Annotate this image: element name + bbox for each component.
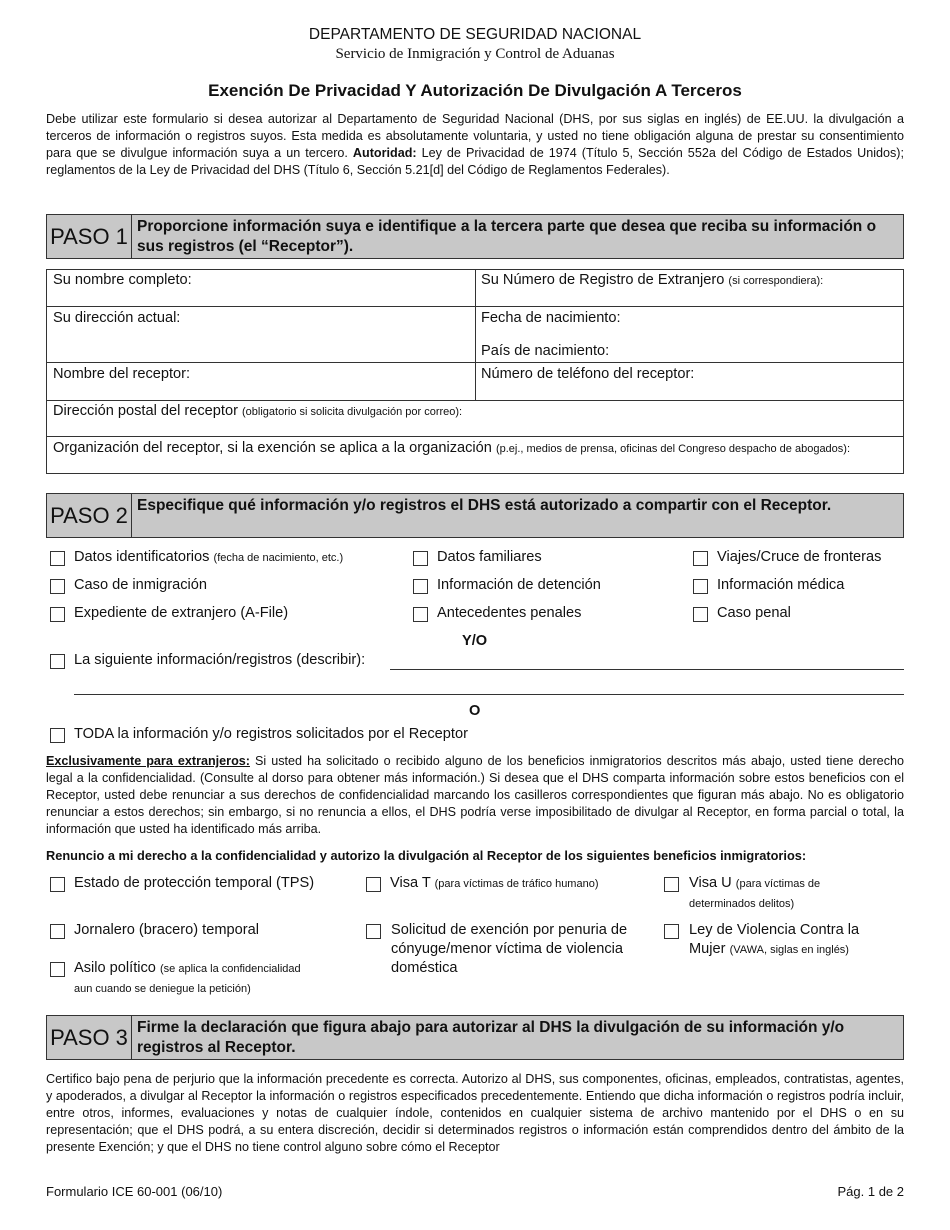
vawa-label xyxy=(689,921,859,960)
recipient-org-field[interactable] xyxy=(53,440,850,456)
criminal-case-checkbox[interactable] xyxy=(693,607,708,622)
criminal-case-label: Caso penal xyxy=(717,605,791,621)
farmworker-label: Jornalero (bracero) temporal xyxy=(74,922,259,938)
visa-t-note: (para víctimas de tráfico humano) xyxy=(434,878,599,890)
visa-t-text: Visa T xyxy=(390,875,431,891)
step2-title: Especifique qué información y/o registros el DHS está autorizado a compartir con el Receptor. xyxy=(137,497,832,514)
a-file-label: Expediente de extranjero (A-File) xyxy=(74,605,289,621)
recipient-mail-label: Dirección postal del receptor xyxy=(53,403,238,419)
aliens-paragraph xyxy=(46,753,904,838)
step1-header xyxy=(46,214,904,259)
visa-t-checkbox[interactable] xyxy=(366,877,381,892)
immigration-case-checkbox[interactable] xyxy=(50,579,65,594)
medical-label: Información médica xyxy=(717,577,845,593)
asylum-note-1: (se aplica la confidencialidad xyxy=(160,963,301,975)
step3-title: Firme la declaración que figura abajo para autorizar al DHS la divulgación de su información y/o registros al Receptor. xyxy=(137,1019,845,1056)
step3-header xyxy=(46,1015,904,1060)
tps-label: Estado de protección temporal (TPS) xyxy=(74,875,315,891)
asylum-checkbox[interactable] xyxy=(50,962,65,977)
visa-u-label xyxy=(689,874,889,913)
medical-checkbox[interactable] xyxy=(693,579,708,594)
form-title: Exención De Privacidad Y Autorización De Divulgación A Terceros xyxy=(208,81,742,100)
detention-checkbox[interactable] xyxy=(413,579,428,594)
describe-input-line-2[interactable] xyxy=(74,694,904,695)
visa-u-text: Visa U xyxy=(689,875,732,891)
visa-t-label xyxy=(390,874,599,894)
step1-title: Proporcione información suya e identifique a la tercera parte que desea que reciba su información o sus registros (el “Receptor”). xyxy=(137,218,877,255)
alien-number-note: (si correspondiera): xyxy=(728,275,824,287)
travel-label: Viajes/Cruce de fronteras xyxy=(717,549,882,565)
alien-number-field[interactable] xyxy=(481,272,823,288)
step3-paragraph: Certifico bajo pena de perjurio que la información precedente es correcta. Autorizo al DHS, sus componentes, oficinas, empleados, contratistas, agentes, y apoderados, a divulgar al Receptor la información o registros especificados precedentemente. Entiendo que dicha información o registros podría incluir, entre otros, informes, evaluaciones y notas de cualquier índole, contenidos en cualquier sistema de archivo mantenido por el DHS o en su representación; que el DHS podrá, a su entera discreción, decidir si determinados registros o información están comprendidos dentro del ámbito de la presente Exención; y que el DHS no tiene control alguno sobre cómo el Receptor xyxy=(46,1072,904,1154)
or-separator: O xyxy=(469,703,481,719)
asylum-note-2: aun cuando se deniegue la petición) xyxy=(74,983,251,995)
asylum-label xyxy=(74,959,301,998)
recipient-name-field[interactable]: Nombre del receptor: xyxy=(53,366,191,382)
spouse-line-2: cónyuge/menor víctima de violencia xyxy=(391,941,623,957)
travel-checkbox[interactable] xyxy=(693,551,708,566)
vawa-note: (VAWA, siglas en inglés) xyxy=(729,944,849,956)
birth-date-field[interactable]: Fecha de nacimiento: xyxy=(481,310,621,326)
identifying-note: (fecha de nacimiento, etc.) xyxy=(213,552,344,564)
describe-input-line-1[interactable] xyxy=(390,669,904,670)
aliens-text: Si usted ha solicitado o recibido alguno de los beneficios inmigratorios descritos más abajo, usted tiene derecho legal a la confidencialidad. (Consulte al dorso para obtener más información.) Si desea que el DHS comparta información sobre estos beneficios con el Receptor, usted debe renunciar a sus derechos de confidencialidad marcando los casilleros correspondientes que figuran más abajo. No es obligatorio renunciar a estos derechos; sin embargo, si no renuncia a ellos, el DHS podría verse imposibilitado de divulgar al Receptor, en forma parcial o total, la información que usted ha identificado más arriba. xyxy=(46,754,904,836)
criminal-history-label: Antecedentes penales xyxy=(437,605,582,621)
and-or-separator: Y/O xyxy=(462,633,488,649)
current-address-field[interactable]: Su dirección actual: xyxy=(53,310,181,326)
step1-label: PASO 1 xyxy=(47,215,132,258)
all-info-label: TODA la información y/o registros solicitados por el Receptor xyxy=(74,726,468,742)
recipient-org-note: (p.ej., medios de prensa, oficinas del Congreso despacho de abogados): xyxy=(495,443,851,455)
detention-label: Información de detención xyxy=(437,577,601,593)
alien-number-label: Su Número de Registro de Extranjero xyxy=(481,272,725,288)
immigration-case-label: Caso de inmigración xyxy=(74,577,208,593)
step3-label: PASO 3 xyxy=(47,1016,132,1059)
form-id: Formulario ICE 60-001 (06/10) xyxy=(46,1184,223,1199)
vawa-line-1: Ley de Violencia Contra la xyxy=(689,922,860,938)
recipient-org-label: Organización del receptor, si la exención se aplica a la organización xyxy=(53,440,492,456)
page-number: Pág. 1 de 2 xyxy=(837,1184,904,1199)
identifying-text: Datos identificatorios xyxy=(74,549,210,565)
criminal-history-checkbox[interactable] xyxy=(413,607,428,622)
recipient-phone-field[interactable]: Número de teléfono del receptor: xyxy=(481,366,695,382)
farmworker-checkbox[interactable] xyxy=(50,924,65,939)
recipient-mail-note: (obligatorio si solicita divulgación por correo): xyxy=(242,406,463,418)
family-checkbox[interactable] xyxy=(413,551,428,566)
recipient-mail-field[interactable] xyxy=(53,403,462,419)
visa-u-note-2: determinados delitos) xyxy=(689,898,795,910)
spouse-hardship-checkbox[interactable] xyxy=(366,924,381,939)
describe-label: La siguiente información/registros (describir): xyxy=(74,652,366,668)
department-name: DEPARTAMENTO DE SEGURIDAD NACIONAL xyxy=(308,26,642,43)
vawa-checkbox[interactable] xyxy=(664,924,679,939)
visa-u-note-1: (para víctimas de xyxy=(735,878,821,890)
service-name: Servicio de Inmigración y Control de Aduanas xyxy=(335,46,615,62)
vawa-line-2: Mujer xyxy=(689,941,726,957)
waiver-heading: Renuncio a mi derecho a la confidencialidad y autorizo la divulgación al Receptor de los siguientes beneficios inmigratorios: xyxy=(46,848,807,863)
intro-text: Debe utilizar este formulario si desea autorizar al Departamento de Seguridad Nacional (DHS, por sus siglas en inglés) de EE.UU. la divulgación a terceros de información o registros suyos. Esta medida es absolutamente voluntaria, y usted no tiene obligación alguna de prestar su consentimiento para que se divulgue información suya a un tercero. xyxy=(46,112,904,160)
a-file-checkbox[interactable] xyxy=(50,607,65,622)
spouse-hardship-label xyxy=(391,921,627,978)
full-name-field[interactable]: Su nombre completo: xyxy=(53,272,192,288)
visa-u-checkbox[interactable] xyxy=(664,877,679,892)
family-label: Datos familiares xyxy=(437,549,542,565)
all-info-checkbox[interactable] xyxy=(50,728,65,743)
asylum-text: Asilo político xyxy=(74,960,156,976)
authority-label: Autoridad: xyxy=(352,146,417,160)
tps-checkbox[interactable] xyxy=(50,877,65,892)
birth-country-field[interactable]: País de nacimiento: xyxy=(481,343,610,359)
describe-checkbox[interactable] xyxy=(50,654,65,669)
step2-label: PASO 2 xyxy=(47,494,132,537)
authority-text: Ley de Privacidad de 1974 (Título 5, Sección 552a del Código de Estados Unidos); reglamentos de la Ley de Privacidad del DHS (Título 6, Sección 5.21[d] del Código de Reglamentos Federales). xyxy=(46,146,904,177)
step2-header xyxy=(46,493,904,538)
intro-paragraph xyxy=(46,111,904,179)
identifying-label xyxy=(74,548,343,568)
identifying-checkbox[interactable] xyxy=(50,551,65,566)
spouse-line-1: Solicitud de exención por penuria de xyxy=(391,922,628,938)
aliens-heading: Exclusivamente para extranjeros: xyxy=(46,754,250,768)
spouse-line-3: doméstica xyxy=(391,960,458,976)
